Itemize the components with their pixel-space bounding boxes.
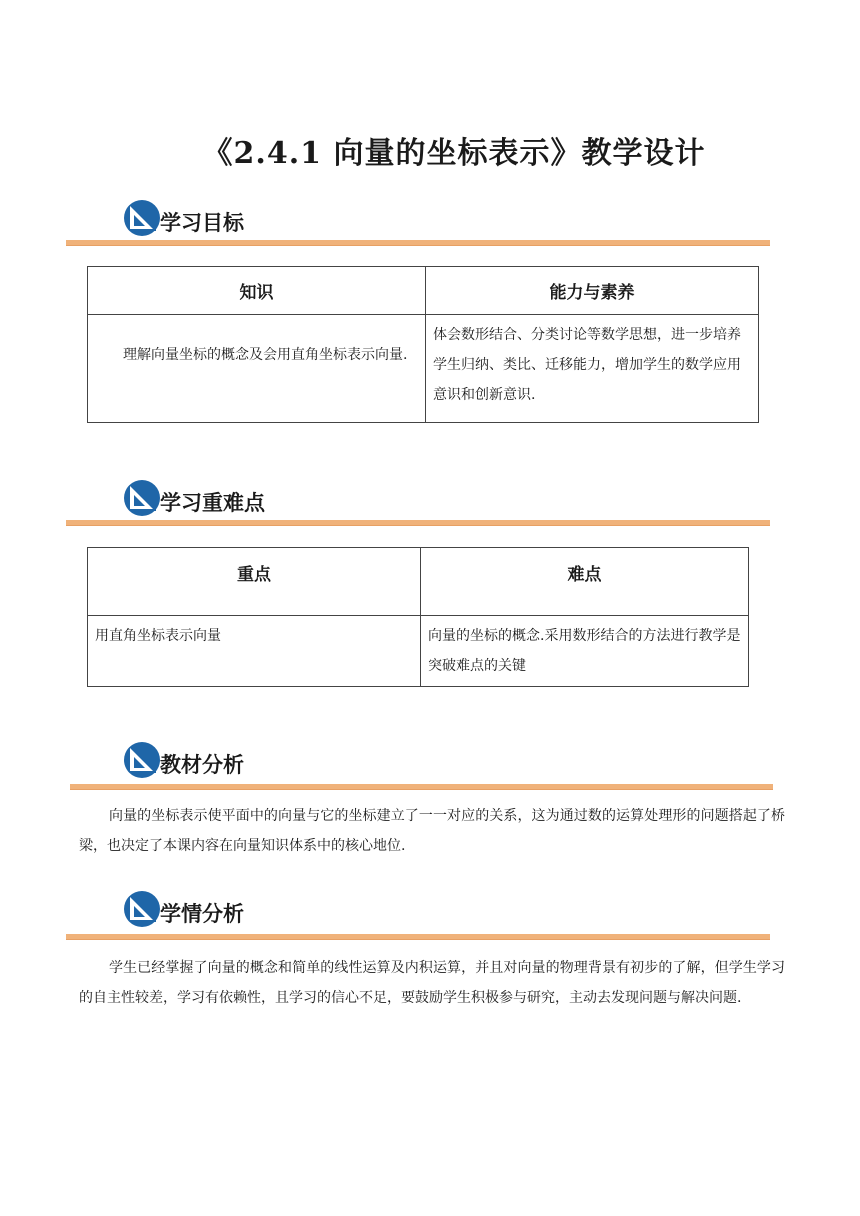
table-header-difficult: 难点 (421, 548, 749, 616)
section-divider (66, 520, 770, 526)
table-header-ability: 能力与素养 (426, 267, 759, 315)
cell-text: 用直角坐标表示向量 (95, 628, 221, 644)
document-title: 《2.4.1 向量的坐标表示》教学设计 (202, 136, 706, 171)
triangle-ruler-icon (122, 198, 162, 238)
triangle-ruler-icon (122, 889, 162, 929)
section-heading-label: 学习重难点 (160, 491, 265, 515)
section-heading-label: 学习目标 (160, 211, 244, 235)
table-header-key: 重点 (88, 548, 421, 616)
table-cell (421, 616, 749, 687)
goals-table (87, 266, 759, 423)
triangle-ruler-icon (122, 478, 162, 518)
cell-text: 理解向量坐标的概念及会用直角坐标表示向量. (123, 347, 408, 363)
cell-text: 体会数形结合、分类讨论等数学思想，进一步培养学生归纳、类比、迁移能力，增加学生的数学应用意识和创新意识. (433, 327, 741, 403)
student-analysis-text: 学生已经掌握了向量的概念和简单的线性运算及内积运算，并且对向量的物理背景有初步的了解，但学生学习的自主性较差，学习有依赖性，且学习的信心不足，要鼓励学生积极参与研究，主动去发现问题与解决问题. (79, 960, 785, 1006)
table-cell (88, 315, 426, 423)
material-analysis-text: 向量的坐标表示使平面中的向量与它的坐标建立了一一对应的关系，这为通过数的运算处理形的问题搭起了桥梁，也决定了本课内容在向量知识体系中的核心地位. (79, 808, 785, 854)
cell-text: 向量的坐标的概念.采用数形结合的方法进行教学是突破难点的关键 (428, 628, 741, 674)
section-divider (70, 784, 773, 790)
table-header-knowledge: 知识 (88, 267, 426, 315)
table-cell (426, 315, 759, 423)
section-heading-label: 教材分析 (160, 753, 244, 777)
key-points-table (87, 547, 749, 687)
section-divider (66, 934, 770, 940)
triangle-ruler-icon (122, 740, 162, 780)
section-divider (66, 240, 770, 246)
table-cell (88, 616, 421, 687)
section-heading-label: 学情分析 (160, 902, 244, 926)
